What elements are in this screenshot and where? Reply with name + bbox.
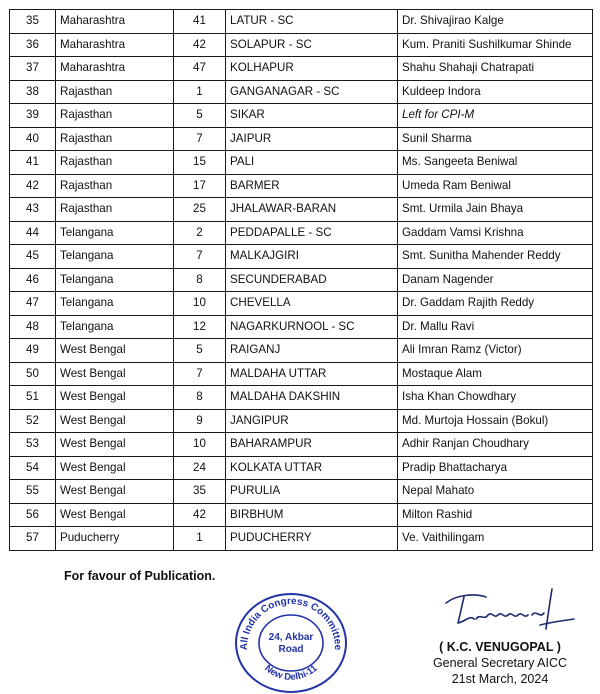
state-cell: Telangana	[56, 292, 174, 316]
seal-ring-text: All India Congress Committee	[238, 595, 344, 651]
constituency-name-cell: JHALAWAR-BARAN	[226, 198, 398, 222]
signatory-block	[402, 639, 598, 687]
constituency-number-cell: 42	[174, 33, 226, 57]
constituency-number-cell: 10	[174, 292, 226, 316]
state-cell: Rajasthan	[56, 198, 174, 222]
constituency-name-cell: MALDAHA UTTAR	[226, 362, 398, 386]
table-row	[10, 480, 593, 504]
serial-number-cell: 56	[10, 503, 56, 527]
constituency-name-cell: BARMER	[226, 174, 398, 198]
table-row	[10, 10, 593, 34]
constituency-number-cell: 9	[174, 409, 226, 433]
constituency-number-cell: 7	[174, 362, 226, 386]
candidate-name-cell: Md. Murtoja Hossain (Bokul)	[398, 409, 593, 433]
serial-number-cell: 36	[10, 33, 56, 57]
constituency-name-cell: SECUNDERABAD	[226, 268, 398, 292]
state-cell: Rajasthan	[56, 104, 174, 128]
constituency-name-cell: RAIGANJ	[226, 339, 398, 363]
aicc-seal-stamp	[233, 588, 349, 694]
candidate-name-cell: Ali Imran Ramz (Victor)	[398, 339, 593, 363]
constituency-number-cell: 25	[174, 198, 226, 222]
candidate-name-cell: Dr. Mallu Ravi	[398, 315, 593, 339]
table-row	[10, 221, 593, 245]
serial-number-cell: 54	[10, 456, 56, 480]
state-cell: West Bengal	[56, 480, 174, 504]
candidate-name-cell: Adhir Ranjan Choudhary	[398, 433, 593, 457]
state-cell: Maharashtra	[56, 10, 174, 34]
state-cell: Telangana	[56, 221, 174, 245]
state-cell: Rajasthan	[56, 80, 174, 104]
state-cell: Rajasthan	[56, 174, 174, 198]
candidate-name-cell: Kuldeep Indora	[398, 80, 593, 104]
table-row	[10, 503, 593, 527]
constituency-name-cell: PURULIA	[226, 480, 398, 504]
constituency-name-cell: PEDDAPALLE - SC	[226, 221, 398, 245]
state-cell: West Bengal	[56, 409, 174, 433]
table-row	[10, 198, 593, 222]
candidate-name-cell: Dr. Gaddam Rajith Reddy	[398, 292, 593, 316]
candidate-name-cell: Mostaque Alam	[398, 362, 593, 386]
constituency-number-cell: 41	[174, 10, 226, 34]
svg-text:New Delhi-11	[262, 662, 320, 683]
state-cell: Telangana	[56, 315, 174, 339]
constituency-name-cell: KOLKATA UTTAR	[226, 456, 398, 480]
constituency-number-cell: 7	[174, 127, 226, 151]
table-row	[10, 292, 593, 316]
candidate-name-cell: Shahu Shahaji Chatrapati	[398, 57, 593, 81]
candidate-name-cell: Kum. Praniti Sushilkumar Shinde	[398, 33, 593, 57]
constituency-number-cell: 42	[174, 503, 226, 527]
serial-number-cell: 39	[10, 104, 56, 128]
serial-number-cell: 43	[10, 198, 56, 222]
table-row	[10, 57, 593, 81]
table-row	[10, 80, 593, 104]
constituency-name-cell: BIRBHUM	[226, 503, 398, 527]
serial-number-cell: 52	[10, 409, 56, 433]
candidate-name-cell: Nepal Mahato	[398, 480, 593, 504]
candidate-name-cell: Smt. Urmila Jain Bhaya	[398, 198, 593, 222]
table-row	[10, 245, 593, 269]
seal-address-line2: Road	[278, 644, 304, 655]
candidate-name-cell: Dr. Shivajirao Kalge	[398, 10, 593, 34]
state-cell: West Bengal	[56, 339, 174, 363]
serial-number-cell: 49	[10, 339, 56, 363]
state-cell: West Bengal	[56, 386, 174, 410]
state-cell: Maharashtra	[56, 33, 174, 57]
serial-number-cell: 42	[10, 174, 56, 198]
serial-number-cell: 48	[10, 315, 56, 339]
constituency-name-cell: CHEVELLA	[226, 292, 398, 316]
table-row	[10, 151, 593, 175]
constituency-name-cell: MALKAJGIRI	[226, 245, 398, 269]
publication-note: For favour of Publication.	[64, 569, 216, 583]
constituency-number-cell: 35	[174, 480, 226, 504]
constituency-number-cell: 10	[174, 433, 226, 457]
state-cell: Maharashtra	[56, 57, 174, 81]
serial-number-cell: 38	[10, 80, 56, 104]
constituency-name-cell: KOLHAPUR	[226, 57, 398, 81]
candidate-name-cell: Isha Khan Chowdhary	[398, 386, 593, 410]
serial-number-cell: 57	[10, 527, 56, 551]
constituency-number-cell: 8	[174, 386, 226, 410]
handwritten-signature	[440, 585, 580, 637]
serial-number-cell: 55	[10, 480, 56, 504]
state-cell: Rajasthan	[56, 151, 174, 175]
table-row	[10, 174, 593, 198]
serial-number-cell: 50	[10, 362, 56, 386]
table-row	[10, 527, 593, 551]
table-row	[10, 315, 593, 339]
table-row	[10, 456, 593, 480]
signature-date: 21st March, 2024	[451, 672, 549, 686]
serial-number-cell: 46	[10, 268, 56, 292]
constituency-number-cell: 5	[174, 339, 226, 363]
serial-number-cell: 51	[10, 386, 56, 410]
candidate-name-cell: Pradip Bhattacharya	[398, 456, 593, 480]
state-cell: West Bengal	[56, 503, 174, 527]
serial-number-cell: 44	[10, 221, 56, 245]
state-cell: Telangana	[56, 268, 174, 292]
candidate-name-cell: Umeda Ram Beniwal	[398, 174, 593, 198]
table-row	[10, 386, 593, 410]
serial-number-cell: 35	[10, 10, 56, 34]
state-cell: West Bengal	[56, 433, 174, 457]
constituency-number-cell: 47	[174, 57, 226, 81]
constituency-name-cell: SOLAPUR - SC	[226, 33, 398, 57]
candidate-list-table	[9, 9, 593, 551]
constituency-number-cell: 1	[174, 527, 226, 551]
state-cell: West Bengal	[56, 456, 174, 480]
table-row	[10, 339, 593, 363]
serial-number-cell: 41	[10, 151, 56, 175]
constituency-name-cell: SIKAR	[226, 104, 398, 128]
state-cell: Puducherry	[56, 527, 174, 551]
seal-city-text: New Delhi-11	[262, 662, 320, 683]
candidate-name-cell: Ms. Sangeeta Beniwal	[398, 151, 593, 175]
table-row	[10, 104, 593, 128]
constituency-name-cell: NAGARKURNOOL - SC	[226, 315, 398, 339]
serial-number-cell: 45	[10, 245, 56, 269]
seal-address-line1: 24, Akbar	[268, 632, 314, 643]
constituency-number-cell: 1	[174, 80, 226, 104]
candidate-table-body	[10, 10, 593, 551]
table-row	[10, 127, 593, 151]
constituency-number-cell: 7	[174, 245, 226, 269]
table-row	[10, 433, 593, 457]
constituency-number-cell: 5	[174, 104, 226, 128]
constituency-number-cell: 17	[174, 174, 226, 198]
state-cell: West Bengal	[56, 362, 174, 386]
serial-number-cell: 40	[10, 127, 56, 151]
table-row	[10, 362, 593, 386]
signatory-designation: General Secretary AICC	[432, 656, 568, 670]
candidate-name-cell: Ve. Vaithilingam	[398, 527, 593, 551]
candidate-name-cell: Sunil Sharma	[398, 127, 593, 151]
constituency-name-cell: GANGANAGAR - SC	[226, 80, 398, 104]
serial-number-cell: 37	[10, 57, 56, 81]
constituency-number-cell: 8	[174, 268, 226, 292]
seal-inner-ring	[259, 615, 323, 671]
serial-number-cell: 47	[10, 292, 56, 316]
constituency-number-cell: 24	[174, 456, 226, 480]
table-row	[10, 33, 593, 57]
candidate-name-cell: Gaddam Vamsi Krishna	[398, 221, 593, 245]
state-cell: Rajasthan	[56, 127, 174, 151]
candidate-name-cell: Smt. Sunitha Mahender Reddy	[398, 245, 593, 269]
constituency-name-cell: PALI	[226, 151, 398, 175]
table-row	[10, 268, 593, 292]
constituency-name-cell: JANGIPUR	[226, 409, 398, 433]
candidate-name-cell: Danam Nagender	[398, 268, 593, 292]
constituency-name-cell: MALDAHA DAKSHIN	[226, 386, 398, 410]
constituency-number-cell: 12	[174, 315, 226, 339]
constituency-name-cell: JAIPUR	[226, 127, 398, 151]
constituency-name-cell: BAHARAMPUR	[226, 433, 398, 457]
state-cell: Telangana	[56, 245, 174, 269]
signatory-name: ( K.C. VENUGOPAL )	[439, 640, 561, 654]
candidate-name-cell: Milton Rashid	[398, 503, 593, 527]
constituency-name-cell: LATUR - SC	[226, 10, 398, 34]
constituency-name-cell: PUDUCHERRY	[226, 527, 398, 551]
constituency-number-cell: 15	[174, 151, 226, 175]
candidate-name-cell: Left for CPI-M	[398, 104, 593, 128]
table-row	[10, 409, 593, 433]
constituency-number-cell: 2	[174, 221, 226, 245]
serial-number-cell: 53	[10, 433, 56, 457]
